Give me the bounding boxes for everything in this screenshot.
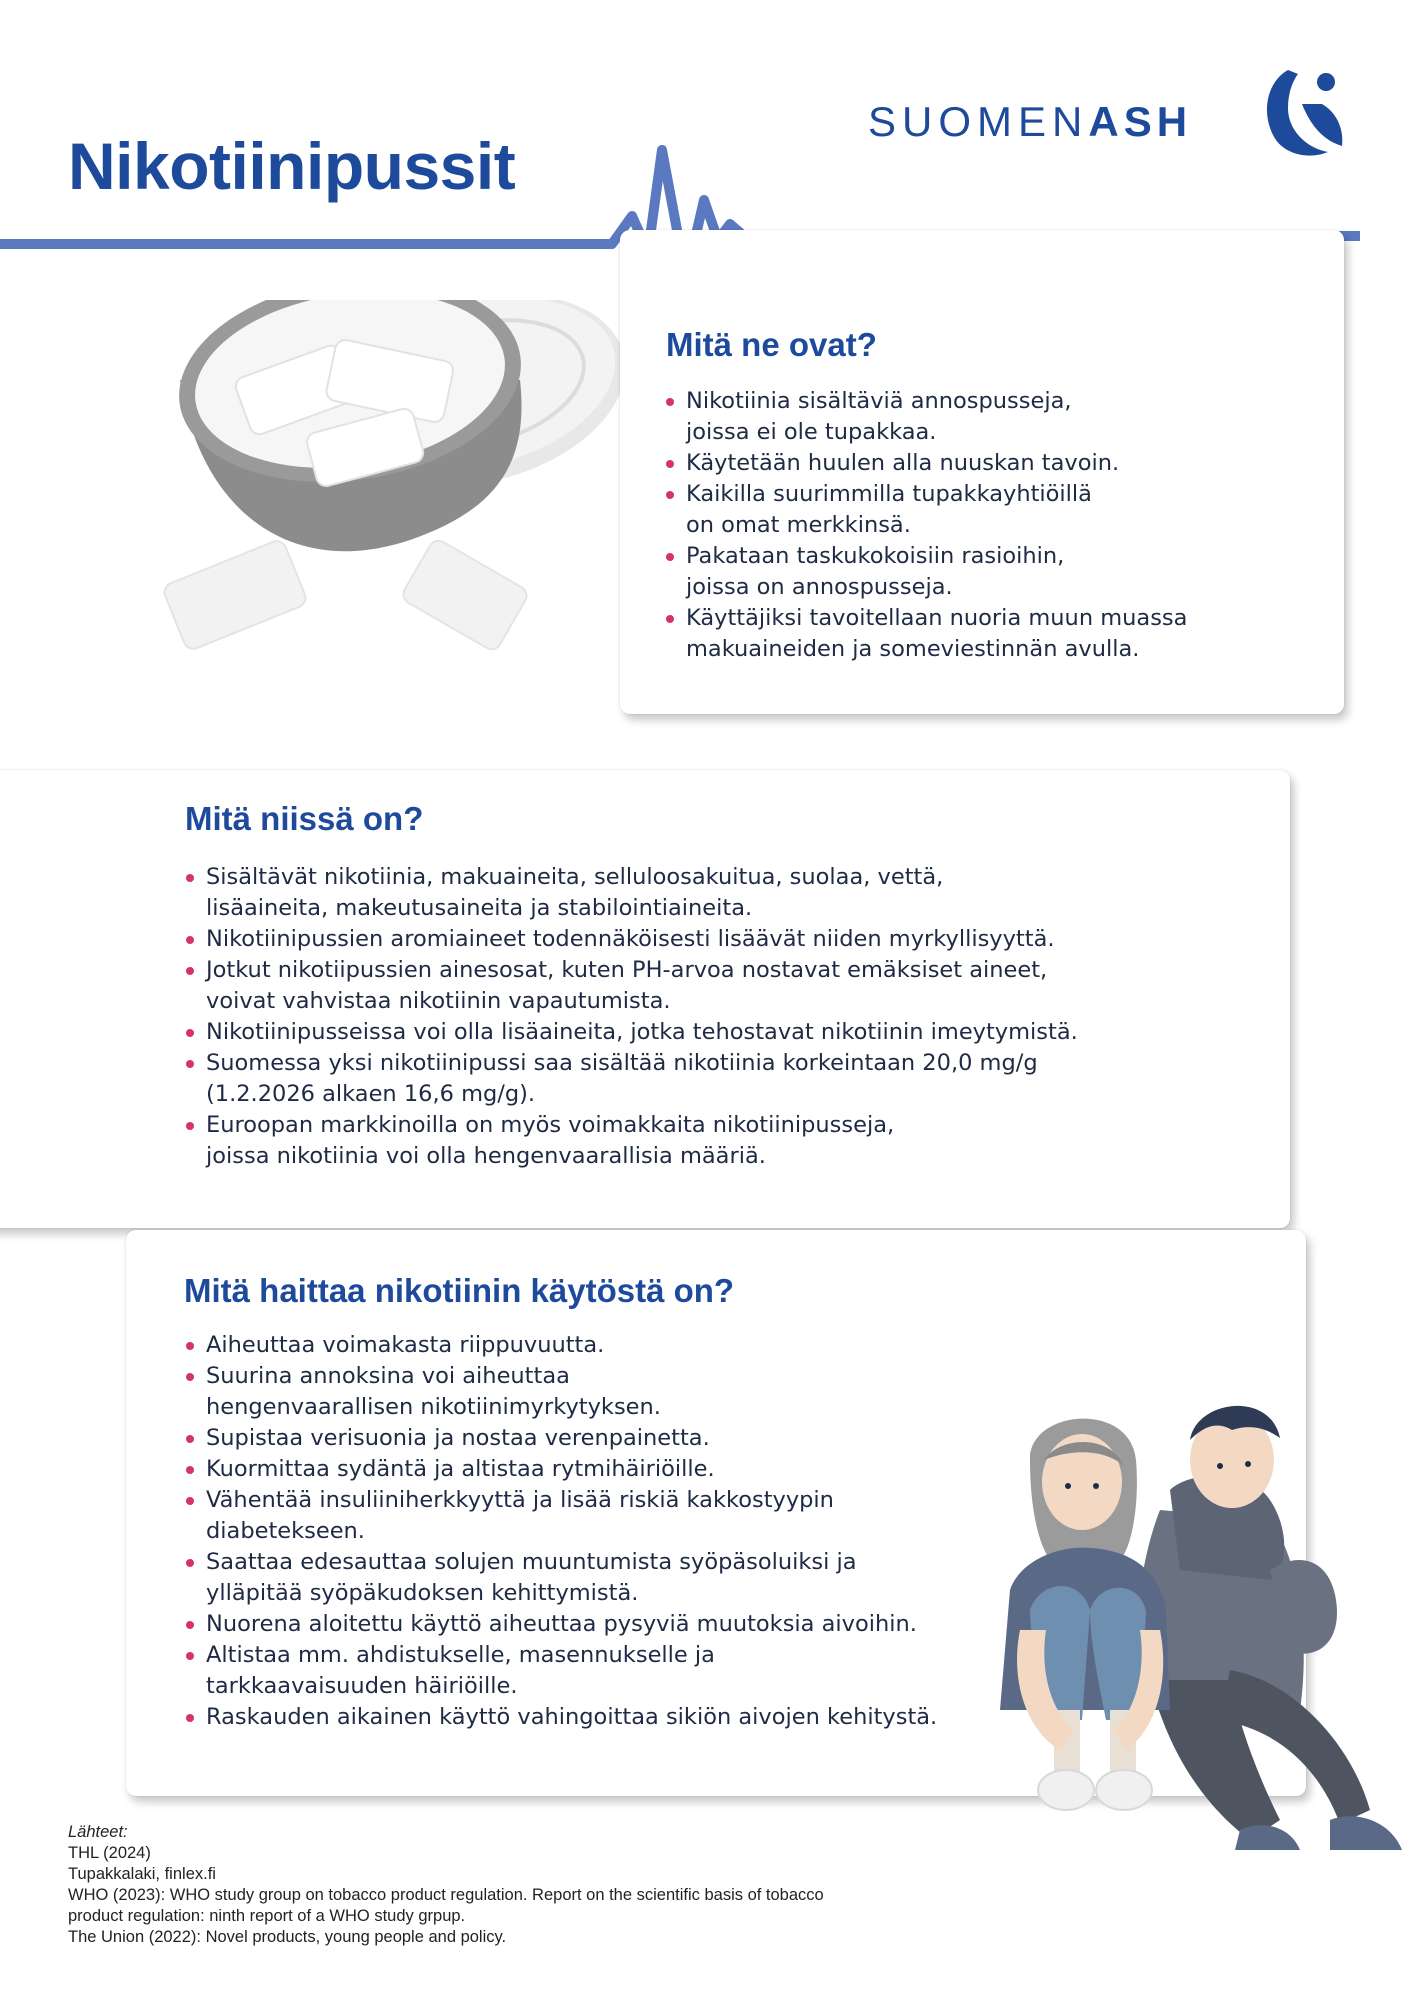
list-item: Aiheuttaa voimakasta riippuvuutta.	[184, 1330, 937, 1361]
list-item: Sisältävät nikotiinia, makuaineita, selluloosakuitua, suolaa, vettä, lisäaineita, makeutusaineita ja stabilointiaineita.	[184, 862, 1078, 924]
list-item: Saattaa edesauttaa solujen muuntumista syöpäsoluiksi ja ylläpitää syöpäkudoksen kehittymistä.	[184, 1547, 937, 1609]
section-heading-contents: Mitä niissä on?	[185, 800, 424, 837]
section-heading-harms: Mitä haittaa nikotiinin käytöstä on?	[184, 1272, 735, 1309]
list-item: Kaikilla suurimmilla tupakkayhtiöillä on omat merkkinsä.	[664, 479, 1187, 541]
list-item: Käytetään huulen alla nuuskan tavoin.	[664, 448, 1187, 479]
list-item: Suurina annoksina voi aiheuttaa hengenvaarallisen nikotiinimyrkytyksen.	[184, 1361, 937, 1423]
logo-wordmark	[868, 98, 1192, 146]
list-what	[664, 386, 1187, 665]
list-item: Nuorena aloitettu käyttö aiheuttaa pysyviä muutoksia aivoihin.	[184, 1609, 937, 1640]
list-item: Euroopan markkinoilla on myös voimakkaita nikotiinipusseja, joissa nikotiinia voi olla hengenvaarallisia määriä.	[184, 1110, 1078, 1172]
list-item: Käyttäjiksi tavoitellaan nuoria muun muassa makuaineiden ja someviestinnän avulla.	[664, 603, 1187, 665]
list-item: Nikotiinipussien aromiaineet todennäköisesti lisäävät niiden myrkyllisyyttä.	[184, 924, 1078, 955]
source-item: THL (2024)	[68, 1844, 151, 1862]
source-item: The Union (2022): Novel products, young people and policy.	[68, 1928, 507, 1946]
list-contents	[184, 862, 1078, 1172]
list-item: Altistaa mm. ahdistukselle, masennukselle ja tarkkaavaisuuden häiriöille.	[184, 1640, 937, 1702]
source-item: WHO (2023): WHO study group on tobacco product regulation. Report on the scientific basis of tobacco product regulation: ninth report of a WHO study grpup.	[68, 1886, 824, 1925]
sources-block	[68, 1822, 968, 1948]
card-what-are-they	[620, 230, 1344, 714]
list-item: Nikotiinipusseissa voi olla lisäaineita, jotka tehostavat nikotiinin imeytymistä.	[184, 1017, 1078, 1048]
page-title: Nikotiinipussit	[68, 129, 516, 203]
list-item: Kuormittaa sydäntä ja altistaa rytmihäiriöille.	[184, 1454, 937, 1485]
source-item: Tupakkalaki, finlex.fi	[68, 1865, 216, 1883]
list-item: Pakataan taskukokoisiin rasioihin, joissa on annospusseja.	[664, 541, 1187, 603]
card-contents	[0, 770, 1290, 1228]
list-item: Nikotiinia sisältäviä annospusseja, joissa ei ole tupakkaa.	[664, 386, 1187, 448]
list-item: Vähentää insuliiniherkkyyttä ja lisää riskiä kakkostyypin diabetekseen.	[184, 1485, 937, 1547]
sources-heading: Lähteet:	[68, 1823, 128, 1841]
list-harms	[184, 1330, 937, 1733]
list-item: Raskauden aikainen käyttö vahingoittaa sikiön aivojen kehitystä.	[184, 1702, 937, 1733]
list-item: Jotkut nikotiipussien ainesosat, kuten PH-arvoa nostavat emäksiset aineet, voivat vahvistaa nikotiinin vapautumista.	[184, 955, 1078, 1017]
logo-text-light: SUOMEN	[868, 98, 1089, 145]
nicotine-pouch-tin-illustration	[160, 300, 640, 660]
logo-text-bold: ASH	[1088, 98, 1193, 145]
list-item: Suomessa yksi nikotiinipussi saa sisältää nikotiinia korkeintaan 20,0 mg/g (1.2.2026 alkaen 16,6 mg/g).	[184, 1048, 1078, 1110]
section-heading-what: Mitä ne ovat?	[666, 326, 877, 363]
list-item: Supistaa verisuonia ja nostaa verenpainetta.	[184, 1423, 937, 1454]
two-worried-young-people-illustration	[970, 1380, 1414, 1880]
